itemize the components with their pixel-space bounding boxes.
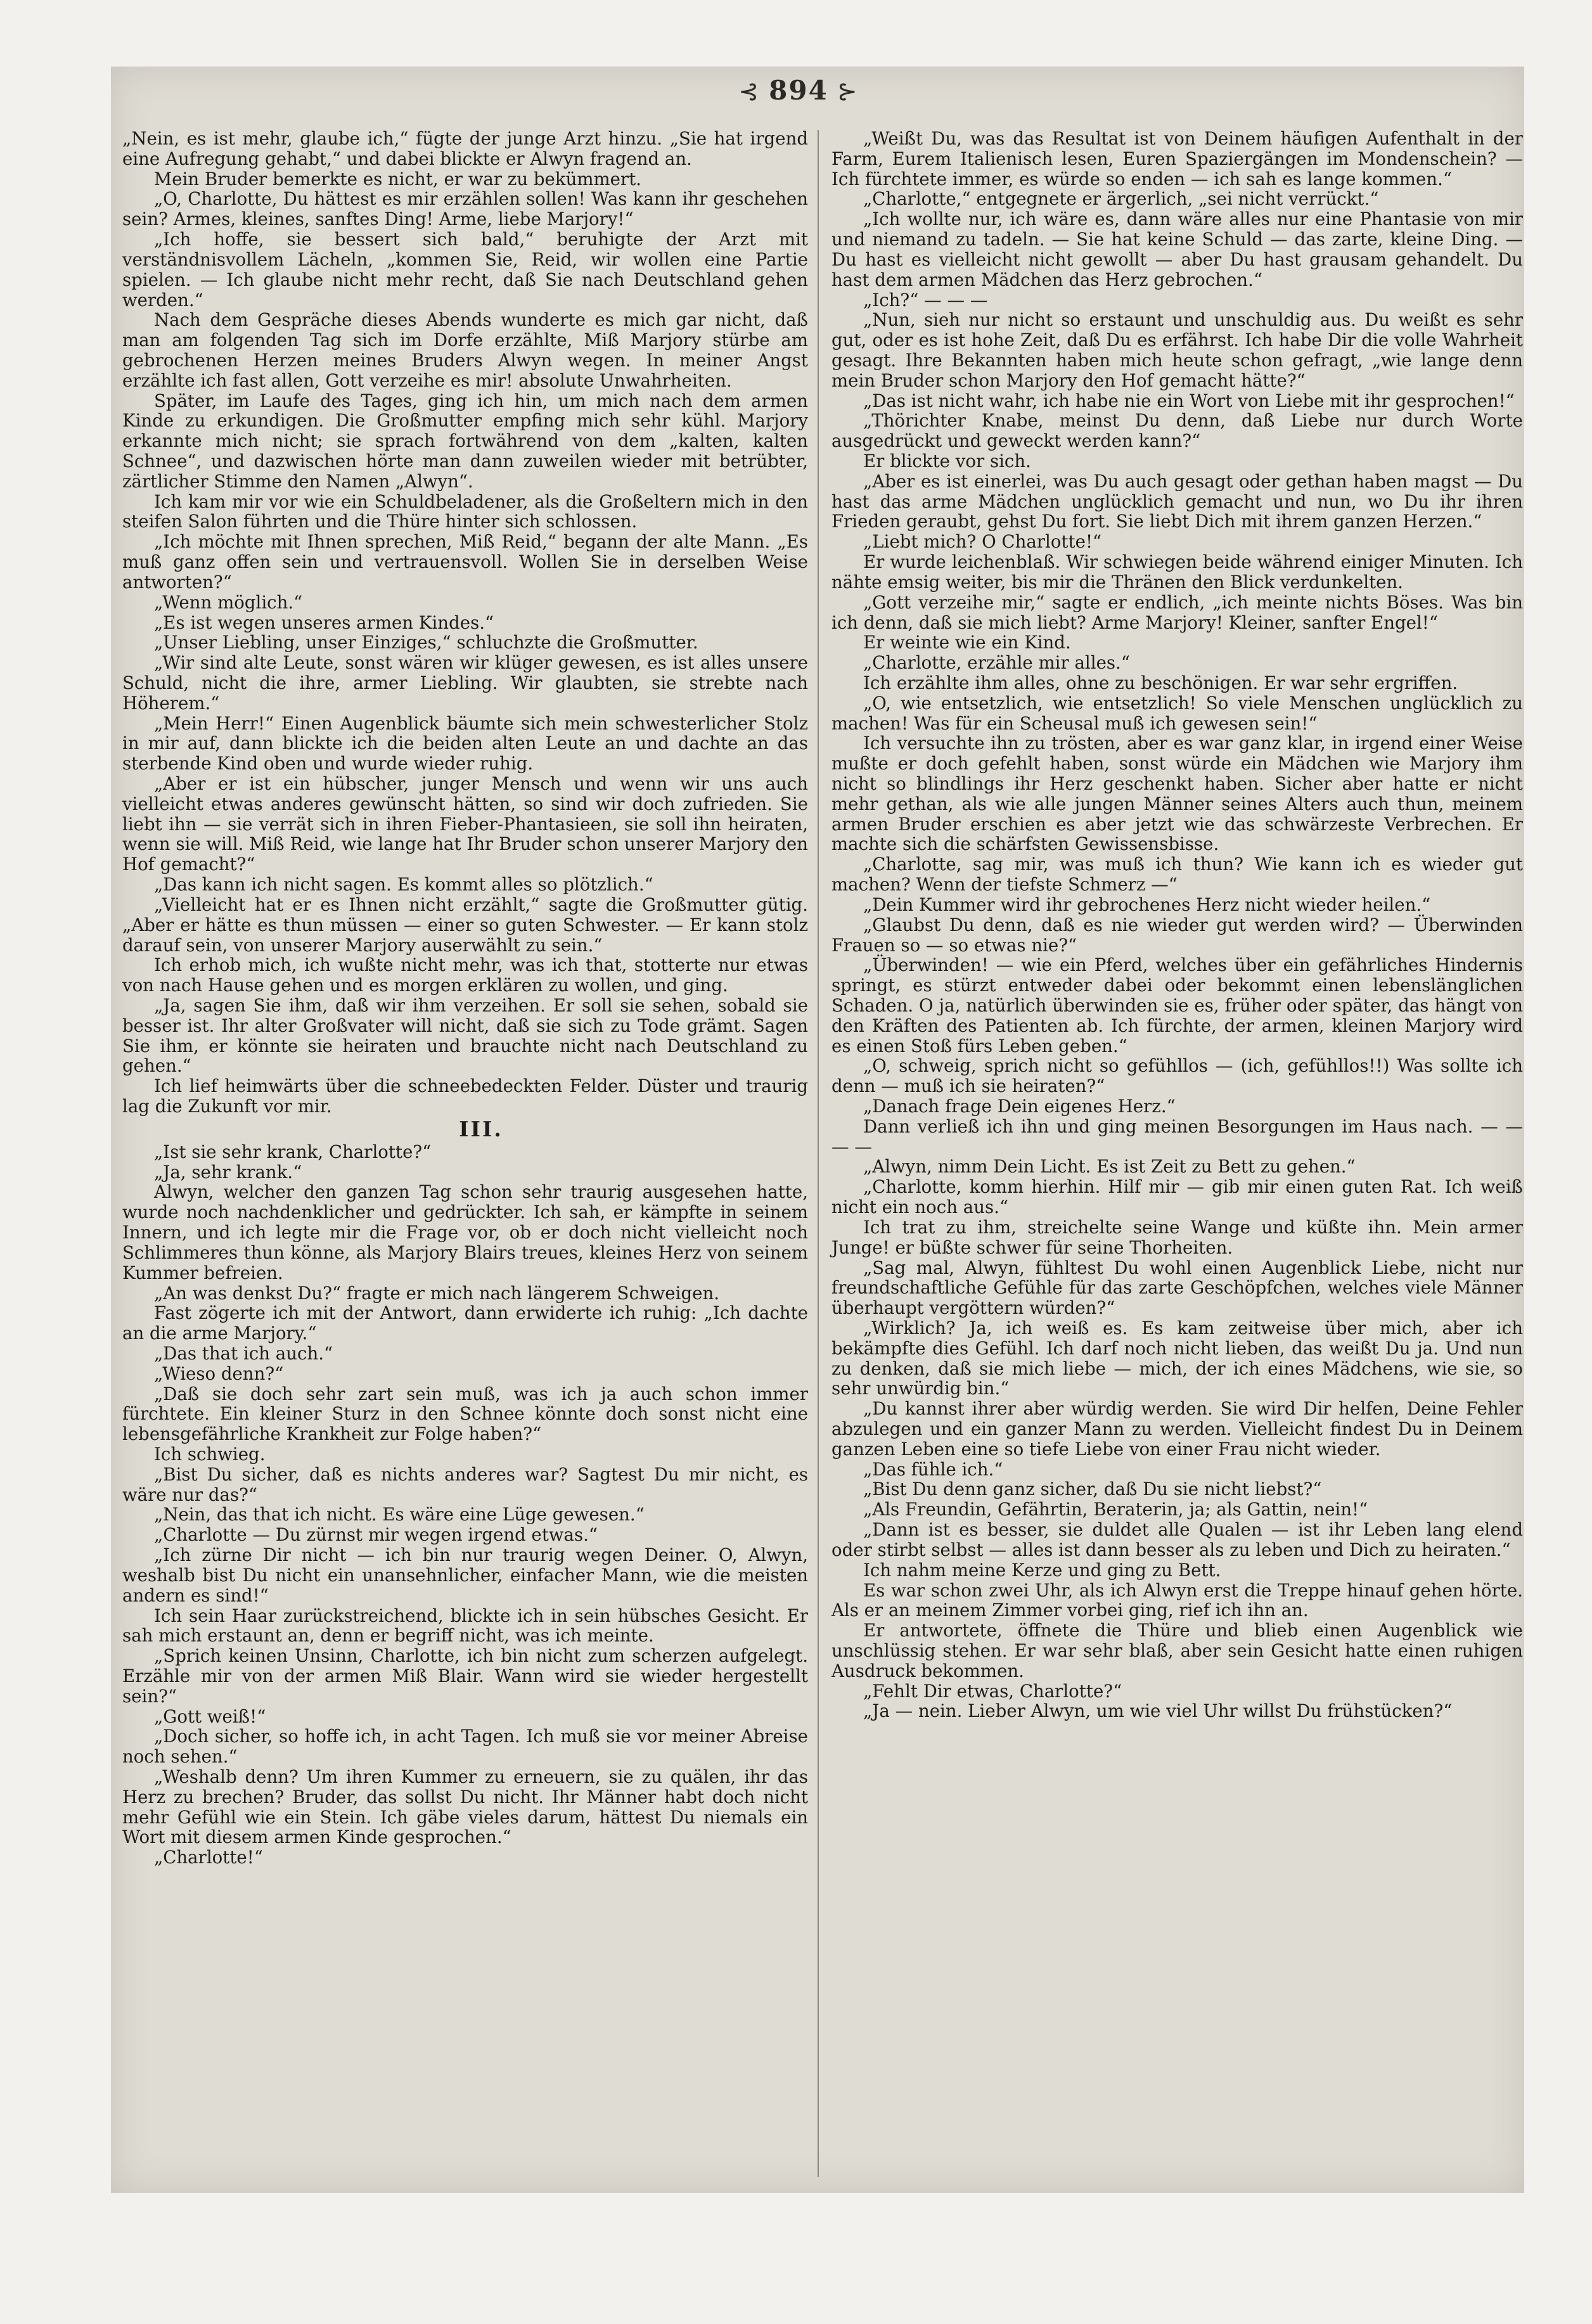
paragraph: „Weißt Du, was das Resultat ist von Deinem häufigen Aufenthalt in der Farm, Eurem Italienisch lesen, Euren Spaziergängen im Mondenschein? — Ich fürchtete immer, es würde so enden — ich sah es lange kommen.“ xyxy=(831,128,1523,189)
paragraph: Er blickte vor sich. xyxy=(863,451,1031,472)
paragraph: Er wurde leichenblaß. Wir schwiegen beide während einiger Minuten. Ich nähte emsig weiter, bis mir die Thränen den Blick verdunkelten. xyxy=(831,551,1523,593)
paragraph: „Ich möchte mit Ihnen sprechen, Miß Reid,“ begann der alte Mann. „Es muß ganz offen sein und vertrauensvoll. Wollen Sie in derselben Weise antworten?“ xyxy=(122,531,808,593)
paragraph: „Bist Du sicher, daß es nichts anderes war? Sagtest Du mir nicht, es wäre nur das?“ xyxy=(122,1463,808,1505)
paragraph: „An was denkst Du?“ fragte er mich nach längerem Schweigen. xyxy=(154,1282,719,1304)
paragraph: Fast zögerte ich mit der Antwort, dann erwiderte ich ruhig: „Ich dachte an die arme Marjory.“ xyxy=(122,1302,808,1344)
paragraph: „Sprich keinen Unsinn, Charlotte, ich bin nicht zum scherzen aufgelegt. Erzähle mir von der armen Miß Blair. Wann wird sie wieder hergestellt sein?“ xyxy=(122,1645,808,1707)
paragraph: „Charlotte, erzähle mir alles.“ xyxy=(863,652,1130,674)
paragraph: „Charlotte, sag mir, was muß ich thun? Wie kann ich es wieder gut machen? Wenn der tiefste Schmerz —“ xyxy=(831,854,1523,896)
paragraph: Ich trat zu ihm, streichelte seine Wange und küßte ihn. Mein armer Junge! er büßte schwer für seine Thorheiten. xyxy=(831,1216,1523,1258)
paragraph: „Wirklich? Ja, ich weiß es. Es kam zeitweise über mich, aber ich bekämpfte dies Gefühl. Ich darf noch nicht lieben, das weißt Du ja. Und nun zu denken, daß sie mich liebe — mich, der ich eines Mädchens, wie sie, so sehr unwürdig bin.“ xyxy=(831,1317,1523,1399)
paragraph: „Wir sind alte Leute, sonst wären wir klüger gewesen, es ist alles unsere Schuld, nicht die ihre, armer Liebling. Wir glaubten, sie strebte nach Höherem.“ xyxy=(122,652,808,714)
paragraph: Dann verließ ich ihn und ging meinen Besorgungen im Haus nach. — — — — xyxy=(831,1115,1523,1157)
paragraph: „Nein, das that ich nicht. Es wäre eine Lüge gewesen.“ xyxy=(154,1504,645,1525)
paragraph: „Es ist wegen unseres armen Kindes.“ xyxy=(154,612,494,633)
paragraph: „Weshalb denn? Um ihren Kummer zu erneuern, sie zu quälen, ihr das Herz zu brechen? Bruder, das sollst Du nicht. Ihr Männer habt doch nicht mehr Gefühl wie ein Stein. Ich gäbe vieles darum, hättest Du niemals ein Wort mit diesem armen Kinde gesprochen.“ xyxy=(122,1766,808,1848)
paragraph: „Gott weiß!“ xyxy=(154,1705,266,1727)
paragraph: „Thörichter Knabe, meinst Du denn, daß Liebe nur durch Worte ausgedrückt und geweckt werden kann?“ xyxy=(831,410,1523,452)
paragraph: „Aber es ist einerlei, was Du auch gesagt oder gethan haben magst — Du hast das arme Mädchen unglücklich gemacht und nun, wo Du ihr ihren Frieden geraubt, gehst Du fort. Sie liebt Dich mit ihrem ganzen Herzen.“ xyxy=(831,470,1523,532)
paragraph: „Das kann ich nicht sagen. Es kommt alles so plötzlich.“ xyxy=(154,874,653,896)
column-divider xyxy=(818,130,819,2177)
paragraph: Ich erhob mich, ich wußte nicht mehr, was ich that, stotterte nur etwas von nach Hause gehen und es morgen erklären zu wollen, und ging. xyxy=(122,954,808,996)
paragraph: „O, schweig, sprich nicht so gefühllos — (ich, gefühllos!!) Was sollte ich denn — muß ich sie heiraten?“ xyxy=(831,1055,1523,1097)
paragraph: „Dann ist es besser, sie duldet alle Qualen — ist ihr Leben lang elend oder stirbt selbst — alles ist dann besser als zu leben und Dich zu heiraten.“ xyxy=(831,1519,1523,1560)
paragraph: „Überwinden! — wie ein Pferd, welches über ein gefährliches Hindernis springt, es stürzt entweder dabei oder bekommt einen lebenslänglichen Schaden. O ja, natürlich überwinden sie es, früher oder später, das hängt von den Kräften des Patienten ab. Ich fürchte, der armen, kleinen Marjory wird es einen Stoß fürs Leben geben.“ xyxy=(831,954,1523,1056)
paragraph: „Sag mal, Alwyn, fühltest Du wohl einen Augenblick Liebe, nicht nur freundschaftliche Gefühle für das zarte Geschöpfchen, welches viele Männer überhaupt vergöttern würden?“ xyxy=(831,1257,1523,1319)
page-header xyxy=(716,71,881,110)
paragraph: „Fehlt Dir etwas, Charlotte?“ xyxy=(863,1680,1122,1702)
paragraph: „Charlotte,“ entgegnete er ärgerlich, „sei nicht verrückt.“ xyxy=(863,188,1379,210)
paragraph: „Danach frage Dein eigenes Herz.“ xyxy=(863,1096,1176,1117)
paragraph: „Bist Du denn ganz sicher, daß Du sie nicht liebst?“ xyxy=(863,1479,1322,1500)
paragraph: „Ich?“ — — — xyxy=(863,289,988,311)
right-column xyxy=(831,129,1523,1721)
paragraph: „Glaubst Du denn, daß es nie wieder gut werden wird? — Überwinden Frauen so — so etwas nie?“ xyxy=(831,914,1523,956)
paragraph: Mein Bruder bemerkte es nicht, er war zu bekümmert. xyxy=(154,168,642,189)
paragraph: „Wieso denn?“ xyxy=(154,1363,284,1384)
paragraph: „Charlotte — Du zürnst mir wegen irgend etwas.“ xyxy=(154,1524,598,1546)
paragraph: „O, wie entsetzlich, wie entsetzlich! So viele Menschen unglücklich zu machen! Was für ein Scheusal muß ich gewesen sein!“ xyxy=(831,692,1523,734)
paragraph: Ich kam mir vor wie ein Schuldbeladener, als die Großeltern mich in den steifen Salon führten und die Thüre hinter sich schlossen. xyxy=(122,491,808,532)
paragraph: „Alwyn, nimm Dein Licht. Es ist Zeit zu Bett zu gehen.“ xyxy=(863,1156,1356,1178)
paragraph: „Charlotte, komm hierhin. Hilf mir — gib mir einen guten Rat. Ich weiß nicht ein noch aus.“ xyxy=(831,1176,1523,1218)
paragraph: „Unser Liebling, unser Einziges,“ schluchzte die Großmutter. xyxy=(154,632,698,653)
paragraph: Er antwortete, öffnete die Thüre und blieb einen Augenblick wie unschlüssig stehen. Er war sehr blaß, aber sein Gesicht hatte einen ruhigen Ausdruck bekommen. xyxy=(831,1620,1523,1681)
paragraph: „Ich zürne Dir nicht — ich bin nur traurig wegen Deiner. O, Alwyn, weshalb bist Du nicht ein unansehnlicher, einfacher Mann, wie die meisten andern es sind!“ xyxy=(122,1544,808,1606)
paragraph: „Mein Herr!“ Einen Augenblick bäumte sich mein schwesterlicher Stolz in mir auf, dann blickte ich die beiden alten Leute an und dachte an das sterbende Kind oben und wurde wieder ruhig. xyxy=(122,712,808,774)
paragraph: „Du kannst ihrer aber würdig werden. Sie wird Dir helfen, Deine Fehler abzulegen und ein ganzer Mann zu werden. Vielleicht findest Du in Deinem ganzen Leben eine so tiefe Liebe von einer Frau nicht wieder. xyxy=(831,1398,1523,1460)
paragraph: Ich erzählte ihm alles, ohne zu beschönigen. Er war sehr ergriffen. xyxy=(863,672,1458,693)
paragraph: Ich lief heimwärts über die schneebedeckten Felder. Düster und traurig lag die Zukunft vor mir. xyxy=(122,1075,808,1117)
paragraph: Er weinte wie ein Kind. xyxy=(863,632,1071,653)
paragraph: Ich schwieg. xyxy=(154,1444,266,1465)
paragraph: Ich sein Haar zurückstreichend, blickte ich in sein hübsches Gesicht. Er sah mich erstaunt an, denn er begriff nicht, was ich meinte. xyxy=(122,1605,808,1647)
paragraph: Ich nahm meine Kerze und ging zu Bett. xyxy=(863,1559,1221,1581)
paragraph: „Das fühle ich.“ xyxy=(863,1458,1003,1480)
paragraph: „Dein Kummer wird ihr gebrochenes Herz nicht wieder heilen.“ xyxy=(863,894,1431,915)
paragraph: „Nein, es ist mehr, glaube ich,“ fügte der junge Arzt hinzu. „Sie hat irgend eine Aufregung gehabt,“ und dabei blickte er Alwyn fragend an. xyxy=(122,128,808,169)
paragraph: „Ja, sagen Sie ihm, daß wir ihm verzeihen. Er soll sie sehen, sobald sie besser ist. Ihr alter Großvater will nicht, daß sie sich zu Tode grämt. Sagen Sie ihm, er könnte sie heiraten und brauchte nicht nach Deutschland zu gehen.“ xyxy=(122,994,808,1077)
paragraph: „Ich wollte nur, ich wäre es, dann wäre alles nur eine Phantasie von mir und niemand zu tadeln. — Sie hat keine Schuld — das zarte, kleine Ding. — Du hast es vielleicht nicht gewollt — aber Du hast grausam gehandelt. Du hast dem armen Mädchen das Herz gebrochen.“ xyxy=(831,209,1523,290)
paragraph: „Ist sie sehr krank, Charlotte?“ xyxy=(154,1141,432,1162)
paragraph: „Charlotte!“ xyxy=(154,1847,263,1868)
page-number: 894 xyxy=(769,75,828,106)
paragraph: „Das that ich auch.“ xyxy=(154,1342,333,1364)
paragraph: „Aber er ist ein hübscher, junger Mensch und wenn wir uns auch vielleicht etwas anderes gewünscht hätten, so sind wir doch zufrieden. Sie liebt ihn — sie verrät sich in ihren Fieber-Phantasieen, sie soll ihn heiraten, wenn sie will. Miß Reid, wie lange hat Ihr Bruder schon unserer Marjory den Hof gemacht?“ xyxy=(122,773,808,875)
paragraph: „Nun, sieh nur nicht so erstaunt und unschuldig aus. Du weißt es sehr gut, oder es ist hohe Zeit, daß Du es erfährst. Ich habe Dir die volle Wahrheit gesagt. Ihre Bekannten haben mich heute schon gefragt, „wie lange denn mein Bruder schon Marjory den Hof gemacht hätte?“ xyxy=(831,309,1523,391)
paragraph: „Als Freundin, Gefährtin, Beraterin, ja; als Gattin, nein!“ xyxy=(863,1499,1368,1520)
paragraph: Nach dem Gespräche dieses Abends wunderte es mich gar nicht, daß man am folgenden Tag sich im Dorfe erzählte, Miß Marjory stürbe am gebrochenen Herzen meines Bruders Alwyn wegen. In meiner Angst erzählte ich fast allen, Gott verzeihe es mir! absolute Unwahrheiten. xyxy=(122,309,808,391)
paragraph: „Liebt mich? O Charlotte!“ xyxy=(863,531,1102,553)
paragraph: Alwyn, welcher den ganzen Tag schon sehr traurig ausgesehen hatte, wurde noch nachdenklicher und gedrückter. Ich sah, er kämpfte in seinem Innern, und ich legte mir die Frage vor, ob er doch nicht vielleicht noch Schlimmeres thun könne, als Marjory Blairs treues, kleines Herz von seinem Kummer befreien. xyxy=(122,1181,808,1283)
paragraph: „Daß sie doch sehr zart sein muß, was ich ja auch schon immer fürchtete. Ein kleiner Sturz in den Schnee könnte doch sonst nicht eine lebensgefährliche Krankheit zur Folge haben?“ xyxy=(122,1383,808,1445)
ornament-left: ⊰ xyxy=(738,77,761,105)
ornament-right: ⊱ xyxy=(837,77,859,105)
paragraph: „Gott verzeihe mir,“ sagte er endlich, „ich meinte nichts Böses. Was bin ich denn, daß sie mich liebt? Arme Marjory! Kleiner, sanfter Engel!“ xyxy=(831,591,1523,633)
paragraph: „O, Charlotte, Du hättest es mir erzählen sollen! Was kann ihr geschehen sein? Armes, kleines, sanftes Ding! Arme, liebe Marjory!“ xyxy=(122,188,808,230)
paragraph: Es war schon zwei Uhr, als ich Alwyn erst die Treppe hinauf gehen hörte. Als er an meinem Zimmer vorbei ging, rief ich ihn an. xyxy=(831,1579,1523,1621)
paragraph: „Ja, sehr krank.“ xyxy=(154,1161,302,1183)
left-column xyxy=(122,129,808,1868)
paragraph: Ich versuchte ihn zu trösten, aber es war ganz klar, in irgend einer Weise mußte er doch gefehlt haben, sonst würde ein Mädchen wie Marjory ihm nicht so blindlings ihr Herz geschenkt haben. Sicher aber hatte er nicht mehr gethan, als wie alle jungen Männer seines Alters auch thun, meinem armen Bruder erschien es aber jetzt wie das schwärzeste Verbrechen. Er machte sich die schärfsten Gewissensbisse. xyxy=(831,733,1523,855)
paragraph: „Das ist nicht wahr, ich habe nie ein Wort von Liebe mit ihr gesprochen!“ xyxy=(863,390,1515,411)
paragraph: Später, im Laufe des Tages, ging ich hin, um mich nach dem armen Kinde zu erkundigen. Die Großmutter empfing mich sehr kühl. Marjory erkannte mich nicht; sie sprach fortwährend von dem „kalten, kalten Schnee“, und dazwischen hörte man dann zuweilen wieder mit betrübter, zärtlicher Stimme den Namen „Alwyn“. xyxy=(122,390,808,492)
paragraph: „Ja — nein. Lieber Alwyn, um wie viel Uhr willst Du frühstücken?“ xyxy=(863,1700,1453,1722)
paragraph: „Doch sicher, so hoffe ich, in acht Tagen. Ich muß sie vor meiner Abreise noch sehen.“ xyxy=(122,1726,808,1768)
section-heading: III. xyxy=(459,1116,503,1141)
paragraph: „Vielleicht hat er es Ihnen nicht erzählt,“ sagte die Großmutter gütig. „Aber er hätte es thun müssen — einer so guten Schwester. — Er kann stolz darauf sein, von unserer Marjory auserwählt zu sein.“ xyxy=(122,894,808,956)
paragraph: „Wenn möglich.“ xyxy=(154,591,303,613)
paragraph: „Ich hoffe, sie bessert sich bald,“ beruhigte der Arzt mit verständnisvollem Lächeln, „kommen Sie, Reid, wir wollen eine Partie spielen. — Ich glaube nicht mehr recht, daß Sie nach Deutschland gehen werden.“ xyxy=(122,229,808,311)
